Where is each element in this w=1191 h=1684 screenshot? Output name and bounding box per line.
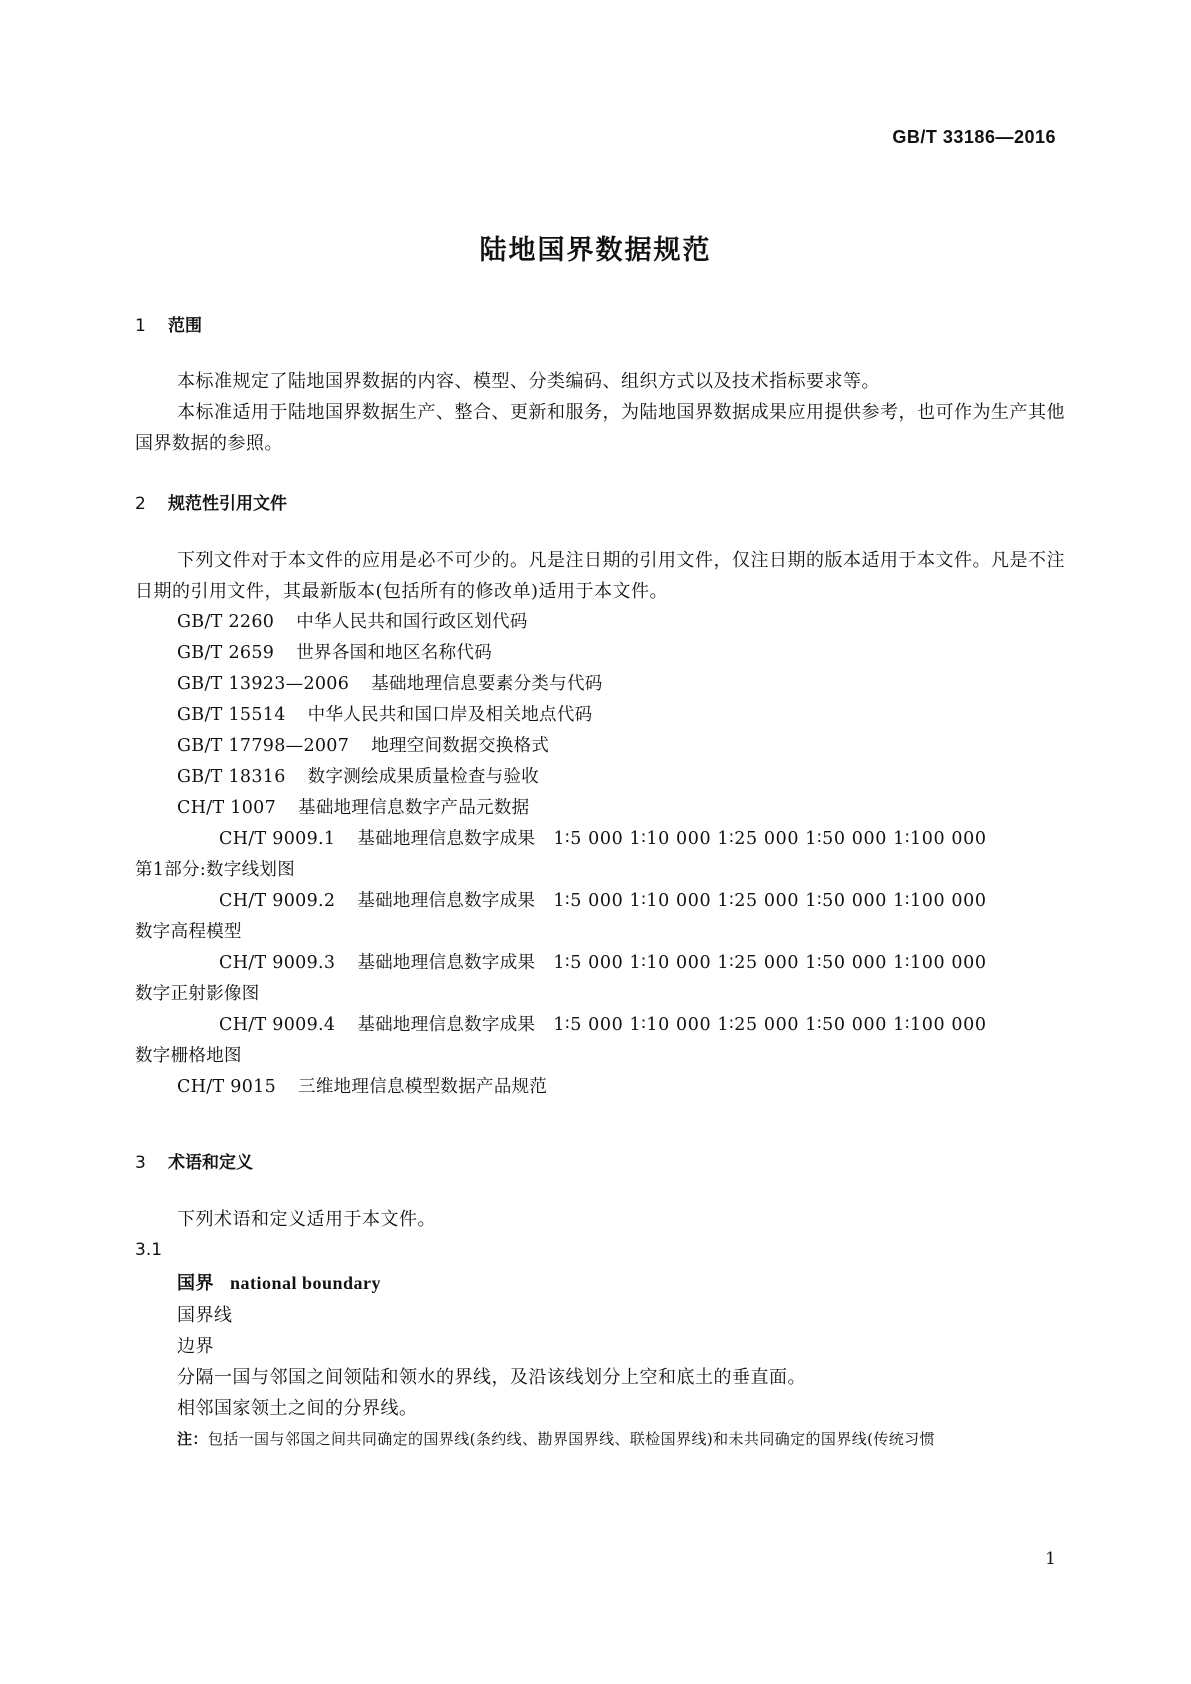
reference-item	[177, 607, 528, 638]
paragraph: 下列术语和定义适用于本文件。	[177, 1209, 436, 1230]
reference-subtitle: 第1部分:数字线划图	[135, 860, 296, 880]
reference-scales: 1∶5 000 1∶10 000 1∶25 000 1∶50 000 1∶100 000	[553, 829, 987, 849]
reference-item	[177, 762, 539, 793]
reference-title: 中华人民共和国行政区划代码	[296, 612, 528, 632]
reference-title: 地理空间数据交换格式	[371, 736, 550, 756]
term-synonym: 国界线	[177, 1305, 233, 1326]
reference-title: 基础地理信息数字成果	[357, 829, 536, 849]
reference-code: GB/T 2659	[177, 643, 275, 663]
reference-title: 基础地理信息数字成果	[357, 891, 536, 911]
reference-item	[135, 886, 1065, 917]
reference-code: CH/T 9015	[177, 1077, 277, 1097]
reference-code: GB/T 17798—2007	[177, 736, 350, 756]
section-number: 1	[135, 316, 146, 336]
reference-item	[135, 1010, 1065, 1041]
paragraph: 本标准规定了陆地国界数据的内容、模型、分类编码、组织方式以及技术指标要求等。	[177, 371, 880, 392]
page-number: 1	[1045, 1549, 1056, 1569]
term-note	[177, 1428, 935, 1449]
reference-scales: 1∶5 000 1∶10 000 1∶25 000 1∶50 000 1∶100 000	[553, 953, 987, 973]
section-title: 范围	[168, 316, 202, 336]
page-title: 陆地国界数据规范	[479, 235, 712, 266]
section-2-heading	[135, 489, 287, 514]
reference-subtitle: 数字高程模型	[135, 922, 242, 942]
term-synonym: 边界	[177, 1336, 214, 1357]
standard-number: GB/T 33186—2016	[892, 127, 1056, 147]
reference-code: CH/T 9009.1	[219, 829, 336, 849]
reference-code: CH/T 1007	[177, 798, 277, 818]
section-3-heading	[135, 1148, 253, 1173]
note-text: 包括一国与邻国之间共同确定的国界线(条约线、勘界国界线、联检国界线)和未共同确定的国界线(传统习惯	[207, 1430, 935, 1448]
reference-title: 基础地理信息数字产品元数据	[298, 798, 530, 818]
term-definition: 分隔一国与邻国之间领陆和领水的界线，及沿该线划分上空和底土的垂直面。	[177, 1367, 806, 1388]
reference-scales: 1∶5 000 1∶10 000 1∶25 000 1∶50 000 1∶100 000	[553, 1015, 987, 1035]
reference-title: 数字测绘成果质量检查与验收	[307, 767, 540, 787]
reference-item	[177, 638, 492, 669]
reference-code: GB/T 2260	[177, 612, 275, 632]
reference-subtitle: 数字栅格地图	[135, 1046, 242, 1066]
section-1-heading	[135, 311, 202, 336]
term-name-en: national boundary	[230, 1273, 382, 1293]
term-name-cn: 国界	[177, 1273, 214, 1294]
reference-item	[177, 1072, 547, 1103]
reference-item	[177, 700, 592, 731]
paragraph: 本标准适用于陆地国界数据生产、整合、更新和服务，为陆地国界数据成果应用提供参考，也可作为生产其他国界数据的参照。	[135, 402, 1065, 454]
term-number: 3.1	[135, 1240, 163, 1260]
section-number: 2	[135, 494, 146, 514]
term-definition: 相邻国家领土之间的分界线。	[177, 1398, 418, 1419]
reference-title: 世界各国和地区名称代码	[296, 643, 493, 663]
reference-item	[135, 824, 1065, 855]
reference-code: CH/T 9009.3	[219, 953, 336, 973]
paragraph: 下列文件对于本文件的应用是必不可少的。凡是注日期的引用文件，仅注日期的版本适用于本文件。凡是不注日期的引用文件，其最新版本(包括所有的修改单)适用于本文件。	[135, 550, 1065, 602]
section-title: 术语和定义	[168, 1153, 253, 1173]
reference-title: 基础地理信息数字成果	[357, 1015, 536, 1035]
reference-code: GB/T 15514	[177, 705, 286, 725]
term-title	[177, 1269, 381, 1295]
reference-title: 基础地理信息要素分类与代码	[371, 674, 603, 694]
reference-code: GB/T 18316	[177, 767, 286, 787]
reference-title: 基础地理信息数字成果	[357, 953, 536, 973]
section-title: 规范性引用文件	[168, 494, 287, 514]
reference-item	[177, 669, 603, 700]
section-number: 3	[135, 1153, 146, 1173]
reference-subtitle: 数字正射影像图	[135, 984, 260, 1004]
reference-item	[177, 731, 549, 762]
reference-item	[135, 948, 1065, 979]
reference-code: CH/T 9009.2	[219, 891, 336, 911]
reference-title: 中华人民共和国口岸及相关地点代码	[307, 705, 593, 725]
note-label: 注：	[177, 1430, 208, 1448]
reference-scales: 1∶5 000 1∶10 000 1∶25 000 1∶50 000 1∶100 000	[553, 891, 987, 911]
reference-code: CH/T 9009.4	[219, 1015, 336, 1035]
reference-item	[177, 793, 529, 824]
reference-code: GB/T 13923—2006	[177, 674, 350, 694]
reference-title: 三维地理信息模型数据产品规范	[298, 1077, 548, 1097]
